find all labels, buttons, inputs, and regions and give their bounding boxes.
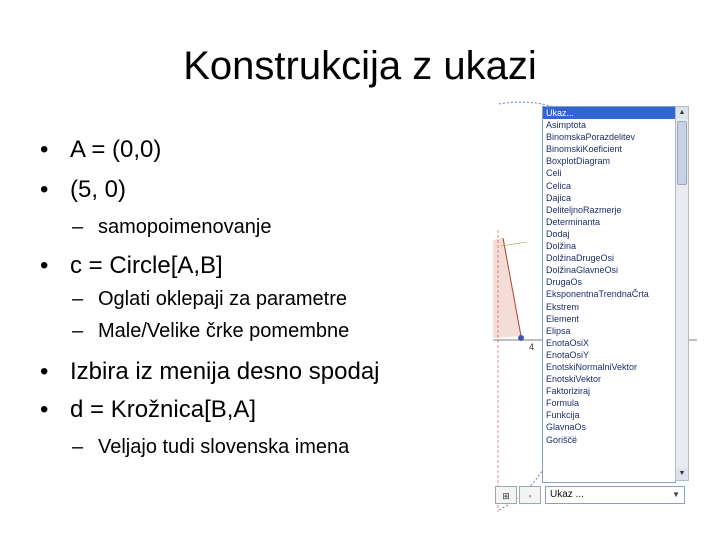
command-list-item[interactable]: BinomskiKoeficient — [546, 144, 623, 155]
grid-icon[interactable]: ⊞ — [495, 486, 517, 504]
command-list-item[interactable]: Ekstrem — [546, 301, 580, 312]
axis-tick-label: 4 — [529, 342, 535, 352]
bullet-text: c = Circle[A,B] — [70, 252, 223, 279]
scroll-up-icon[interactable]: ▲ — [676, 107, 688, 119]
slide-title: Konstrukcija z ukazi — [183, 44, 537, 88]
bullet-text: A = (0,0) — [70, 136, 162, 163]
scroll-thumb[interactable] — [677, 121, 687, 185]
command-list[interactable] — [542, 106, 676, 483]
command-list-item[interactable]: Determinanta — [546, 216, 601, 227]
command-list-item[interactable]: Funkcija — [546, 410, 580, 421]
command-list-item[interactable]: EnotaOsiY — [546, 349, 590, 360]
bullet-glyph: • — [40, 176, 49, 203]
sub-bullet-text: Veljajo tudi slovenska imena — [98, 436, 350, 458]
chevron-down-icon[interactable]: ▼ — [672, 490, 680, 499]
command-list-item[interactable]: DolžinaGlavneOsi — [546, 265, 619, 276]
sub-bullet-text: Oglati oklepaji za parametre — [98, 288, 348, 310]
dash-glyph: – — [72, 436, 84, 458]
command-list-item[interactable]: Dajica — [546, 192, 572, 203]
dash-glyph: – — [72, 216, 84, 238]
bullet-text: (5, 0) — [70, 176, 127, 203]
bullet-text: d = Krožnica[B,A] — [70, 396, 257, 423]
command-list-item[interactable]: EnotskiVektor — [546, 374, 602, 385]
command-list-item[interactable]: Formula — [546, 398, 580, 409]
command-list-item[interactable]: Dodaj — [546, 228, 570, 239]
command-list-item[interactable]: DeliteljnoRazmerje — [546, 204, 622, 215]
command-list-item[interactable]: DrugaOs — [546, 277, 583, 288]
sub-bullet-text: Male/Velike črke pomembne — [98, 320, 350, 342]
bullet-glyph: • — [40, 136, 49, 163]
command-list-item[interactable]: EksponentnaTrendnaČrta — [546, 289, 649, 300]
command-list-item[interactable]: Element — [546, 313, 580, 324]
bullet-glyph: • — [40, 396, 49, 423]
command-list-item[interactable]: DolžinaDrugeOsi — [546, 253, 615, 264]
dash-glyph: – — [72, 320, 84, 342]
command-list-scrollbar[interactable] — [675, 106, 689, 481]
bullet-text: Izbira iz menija desno spodaj — [70, 358, 380, 385]
scroll-down-icon[interactable]: ▼ — [676, 468, 688, 480]
bullet-glyph: • — [40, 358, 49, 385]
command-dropdown-value: Ukaz ... — [550, 489, 584, 500]
command-list-item[interactable]: Asimptota — [546, 120, 587, 131]
bullet-glyph: • — [40, 252, 49, 279]
command-list-item[interactable]: Faktoriziraj — [546, 386, 591, 397]
point-b[interactable] — [518, 335, 524, 341]
command-list-item[interactable]: EnotskiNormalniVektor — [546, 361, 638, 372]
dash-glyph: – — [72, 288, 84, 310]
command-list-item[interactable]: EnotaOsiX — [546, 337, 590, 348]
command-list-item[interactable]: Elipsa — [546, 325, 571, 336]
command-list-item[interactable]: Goriščë — [546, 434, 578, 445]
command-list-item[interactable]: Ukaz... — [543, 107, 675, 119]
command-list-item[interactable]: Celica — [546, 180, 572, 191]
command-list-item[interactable]: Dolžina — [546, 241, 577, 252]
command-list-item[interactable]: BinomskaPorazdelitev — [546, 132, 636, 143]
command-dropdown[interactable] — [545, 486, 685, 504]
input-toolbar — [495, 486, 695, 508]
symbol-icon[interactable]: ◦ — [519, 486, 541, 504]
command-list-item[interactable]: GlavnaOs — [546, 422, 587, 433]
command-list-item[interactable]: Celi — [546, 168, 562, 179]
sub-bullet-text: samopoimenovanje — [98, 216, 272, 238]
command-list-item[interactable]: BoxplotDiagram — [546, 156, 611, 167]
